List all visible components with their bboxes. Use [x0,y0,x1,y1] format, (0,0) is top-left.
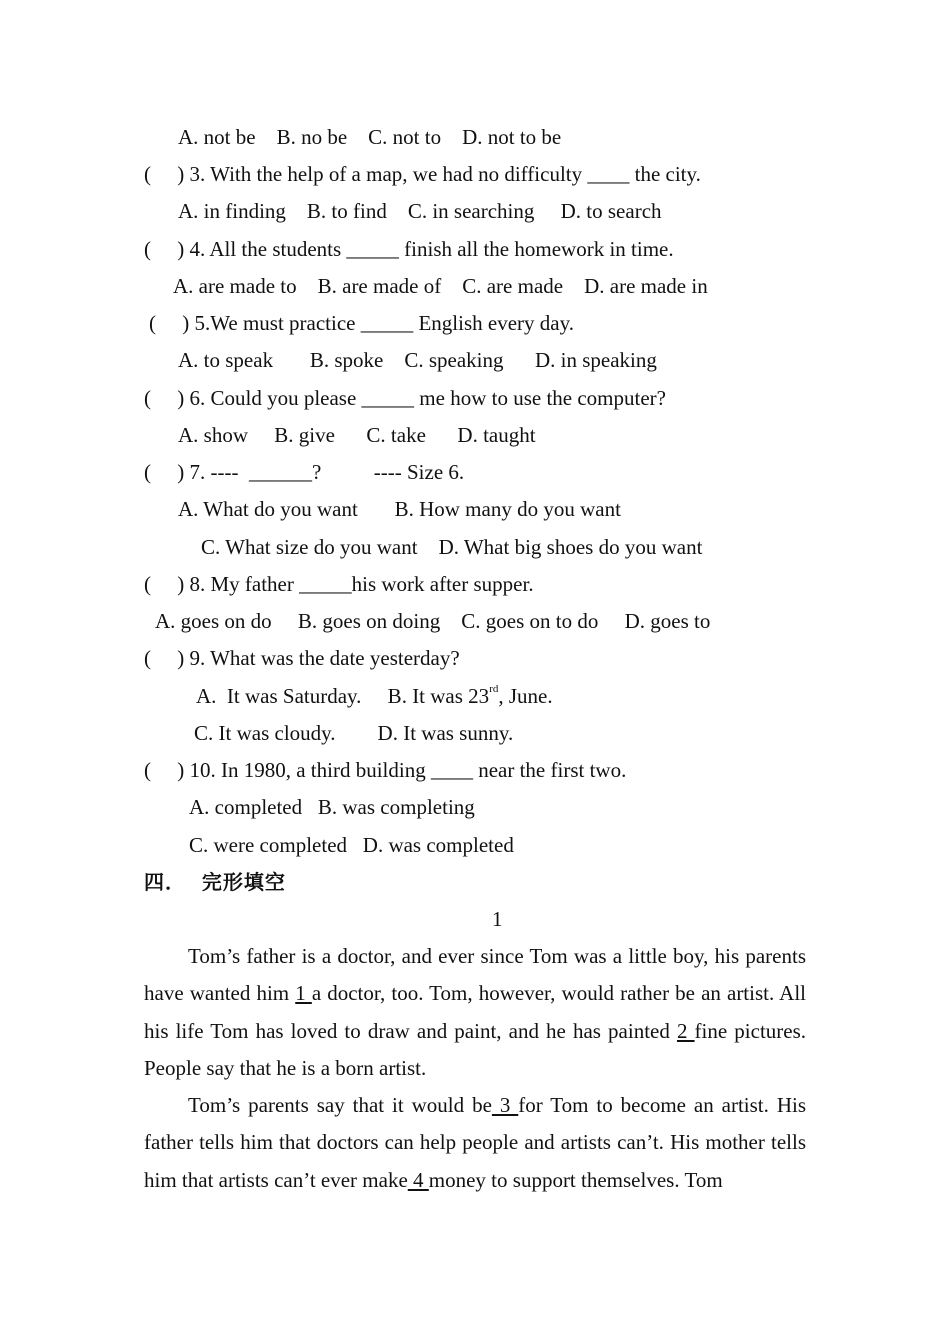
question-3: ( ) 3. With the help of a map, we had no difficulty ____ the city. [144,162,701,186]
paragraph-text: a doctor, too. Tom, however, would rather be an artist. All his life Tom has loved to draw and paint, and he has painted [144,981,807,1043]
question-4-options: A. are made to B. are made of C. are made D. are made in [173,274,708,298]
blank-4: 4 [407,1167,429,1192]
passage-number: 1 [492,907,503,931]
question-3-options: A. in finding B. to find C. in searching D. to search [178,199,662,223]
question-2-options: A. not be B. no be C. not to D. not to be [178,125,562,149]
question-7-options-line-2: C. What size do you want D. What big shoes do you want [201,535,703,559]
paragraph-text: fine pictures. People say that he is a born artist. [144,1018,807,1080]
blank-2: 2 [676,1018,695,1043]
question-4: ( ) 4. All the students _____ finish all the homework in time. [144,237,674,261]
question-6: ( ) 6. Could you please _____ me how to use the computer? [144,386,666,410]
paragraph-text: money to support themselves. Tom [428,1167,723,1192]
section-title: 四． 完形填空 [144,870,286,894]
ordinal-suffix: rd [489,683,499,695]
question-9: ( ) 9. What was the date yesterday? [144,646,460,670]
passage-paragraph-2 [144,1087,806,1199]
question-10-options-line-1: A. completed B. was completing [189,795,475,819]
question-7: ( ) 7. ---- ______? ---- Size 6. [144,460,465,484]
question-9-options-line-2: C. It was cloudy. D. It was sunny. [194,721,514,745]
question-7-options-line-1: A. What do you want B. How many do you want [178,497,621,521]
paragraph-text: for Tom to become an artist. His father tells him that doctors can help people and artists can’t. His mother tells him that artists can’t ever make [144,1093,806,1192]
paragraph-text: Tom’s parents say that it would be [188,1093,492,1117]
option-text: A. It was Saturday. B. It was 23 [196,684,490,708]
question-5: ( ) 5.We must practice _____ English every day. [149,311,574,335]
question-5-options: A. to speak B. spoke C. speaking D. in speaking [178,348,657,372]
question-10: ( ) 10. In 1980, a third building ____ near the first two. [144,758,627,782]
paragraph-text: Tom’s father is a doctor, and ever since Tom was a little boy, his parents have wanted him [144,944,806,1006]
question-6-options: A. show B. give C. take D. taught [178,423,536,447]
blank-3: 3 [491,1093,519,1117]
question-8: ( ) 8. My father _____his work after supper. [144,572,534,596]
blank-1: 1 [295,981,312,1006]
question-8-options: A. goes on do B. goes on doing C. goes on to do D. goes to [155,609,711,633]
question-10-options-line-2: C. were completed D. was completed [189,833,514,857]
question-9-options-line-1 [196,683,553,709]
option-text-end: , June. [498,684,553,708]
passage-paragraph-1 [144,938,806,1087]
